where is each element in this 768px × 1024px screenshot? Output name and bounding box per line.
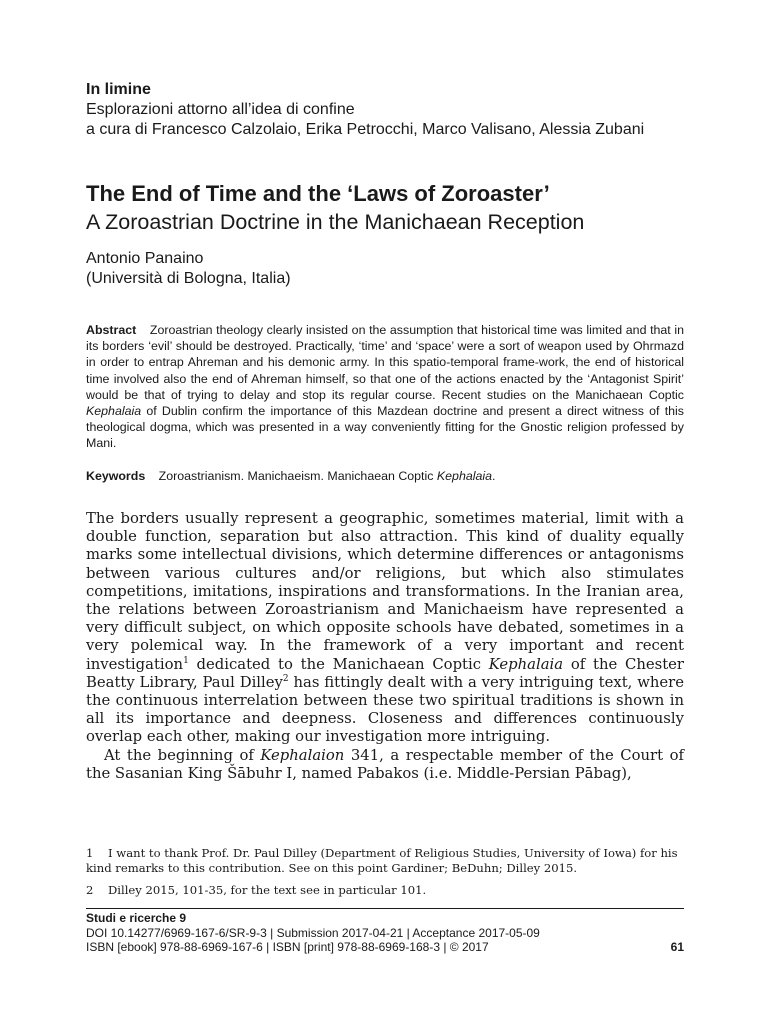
article-subtitle: A Zoroastrian Doctrine in the Manichaean Reception [86, 210, 585, 234]
author-block [86, 249, 291, 289]
footer-divider [86, 908, 684, 909]
keywords-text: Zoroastrianism. Manichaeism. Manichaean Coptic [158, 469, 434, 483]
footnote-ref-1[interactable]: 1 [183, 655, 189, 666]
book-header [86, 80, 686, 140]
footnote-ref-2[interactable]: 2 [282, 673, 289, 684]
abstract-label: Abstract [86, 323, 137, 337]
paragraph-1 [86, 510, 684, 747]
paragraph-2-text: At the beginning of [104, 746, 261, 764]
footnote-text: I want to thank Prof. Dr. Paul Dilley (Department of Religious Studies, University of Iowa) for his kind remarks to this contribution. See on this point Gardiner; BeDuhn; Dilley 2015. [86, 846, 678, 875]
keywords-label: Keywords [86, 469, 146, 483]
keywords-end: . [492, 469, 496, 483]
footnote-number: 1 [86, 846, 94, 860]
author-affiliation: (Università di Bologna, Italia) [86, 270, 291, 287]
paragraph-2-italic: Kephalaion [260, 746, 345, 764]
footnotes [86, 846, 684, 905]
series-title: Studi e ricerche 9 [86, 911, 187, 925]
book-subtitle: Esplorazioni attorno all’idea di confine [86, 101, 355, 118]
paragraph-1-text: dedicated to the Manichaean Coptic [188, 655, 489, 673]
keywords [86, 468, 684, 484]
keywords-italic-term: Kephalaia [436, 469, 493, 483]
abstract-text: Zoroastrian theology clearly insisted on the assumption that historical time was limited and that in its borders ‘evil’ should be destroyed. Practically, ‘time’ and ‘space’ were a sort of weapon used by Ohrmazd in order to entrap Ahreman and his demonic army. In this spatio-temporal frame-work, the end of historical time involved also the end of Ahreman himself, so that one of the actions enacted by the ‘Antagonist Spirit’ would be that of trying to delay and stop its regular course. Recent studies on the Manichaean Coptic [86, 323, 684, 402]
abstract-italic-term: Kephalaia [86, 404, 142, 419]
article-title: The End of Time and the ‘Laws of Zoroaster’ [86, 181, 550, 206]
footnote-1 [86, 846, 684, 876]
book-title: In limine [86, 81, 151, 98]
paragraph-1-italic: Kephalaia [488, 655, 564, 673]
paragraph-1-text: of the Chester Beatty Library, Paul Dilley [86, 655, 684, 691]
paragraph-1-text: The borders usually represent a geographic, sometimes material, limit with a double function, separation but also attraction. This kind of duality equally marks some intellectual divisions, which determine differences or antagonisms between various cultures and/or religions, but which also stimulates competitions, imitations, inspirations and transformations. In the Iranian area, the relations between Zoroastrianism and Manichaeism have represented a very difficult subject, on which opposite schools have debated, sometimes in a very polemical way. In the framework of a very important and recent investigation [86, 510, 684, 673]
page-number: 61 [670, 940, 684, 954]
footnote-number: 2 [86, 883, 94, 897]
footnote-text: Dilley 2015, 101-35, for the text see in particular 101. [108, 883, 427, 897]
paragraph-2 [86, 747, 684, 783]
footnote-2 [86, 883, 684, 898]
abstract [86, 322, 684, 452]
page-footer [86, 911, 684, 955]
paragraph-1-text: has fittingly dealt with a very intriguing text, where the continuous interrelation between these two spiritual traditions is shown in all its importance and deepness. Closeness and differences continuously overlap each other, making our investigation more intriguing. [86, 673, 684, 746]
body-text [86, 510, 684, 783]
paragraph-2-text: 341, a respectable member of the Court of the Sasanian King Šābuhr I, named Pabakos (i.e. Middle-Persian Pābag), [86, 746, 684, 782]
doi-line: DOI 10.14277/6969-167-6/SR-9-3 | Submission 2017-04-21 | Acceptance 2017-05-09 [86, 925, 540, 940]
isbn-line: ISBN [ebook] 978-88-6969-167-6 | ISBN [print] 978-88-6969-168-3 | © 2017 [86, 940, 489, 954]
abstract-text-continued: of Dublin confirm the importance of this Mazdean doctrine and present a direct witness of this theological dogma, which was presented in a way conveniently fitting for the Gnostic religion professed by Mani. [86, 404, 684, 451]
book-editors: a cura di Francesco Calzolaio, Erika Petrocchi, Marco Valisano, Alessia Zubani [86, 121, 645, 138]
author-name: Antonio Panaino [86, 250, 204, 267]
article-title-block [86, 180, 696, 236]
